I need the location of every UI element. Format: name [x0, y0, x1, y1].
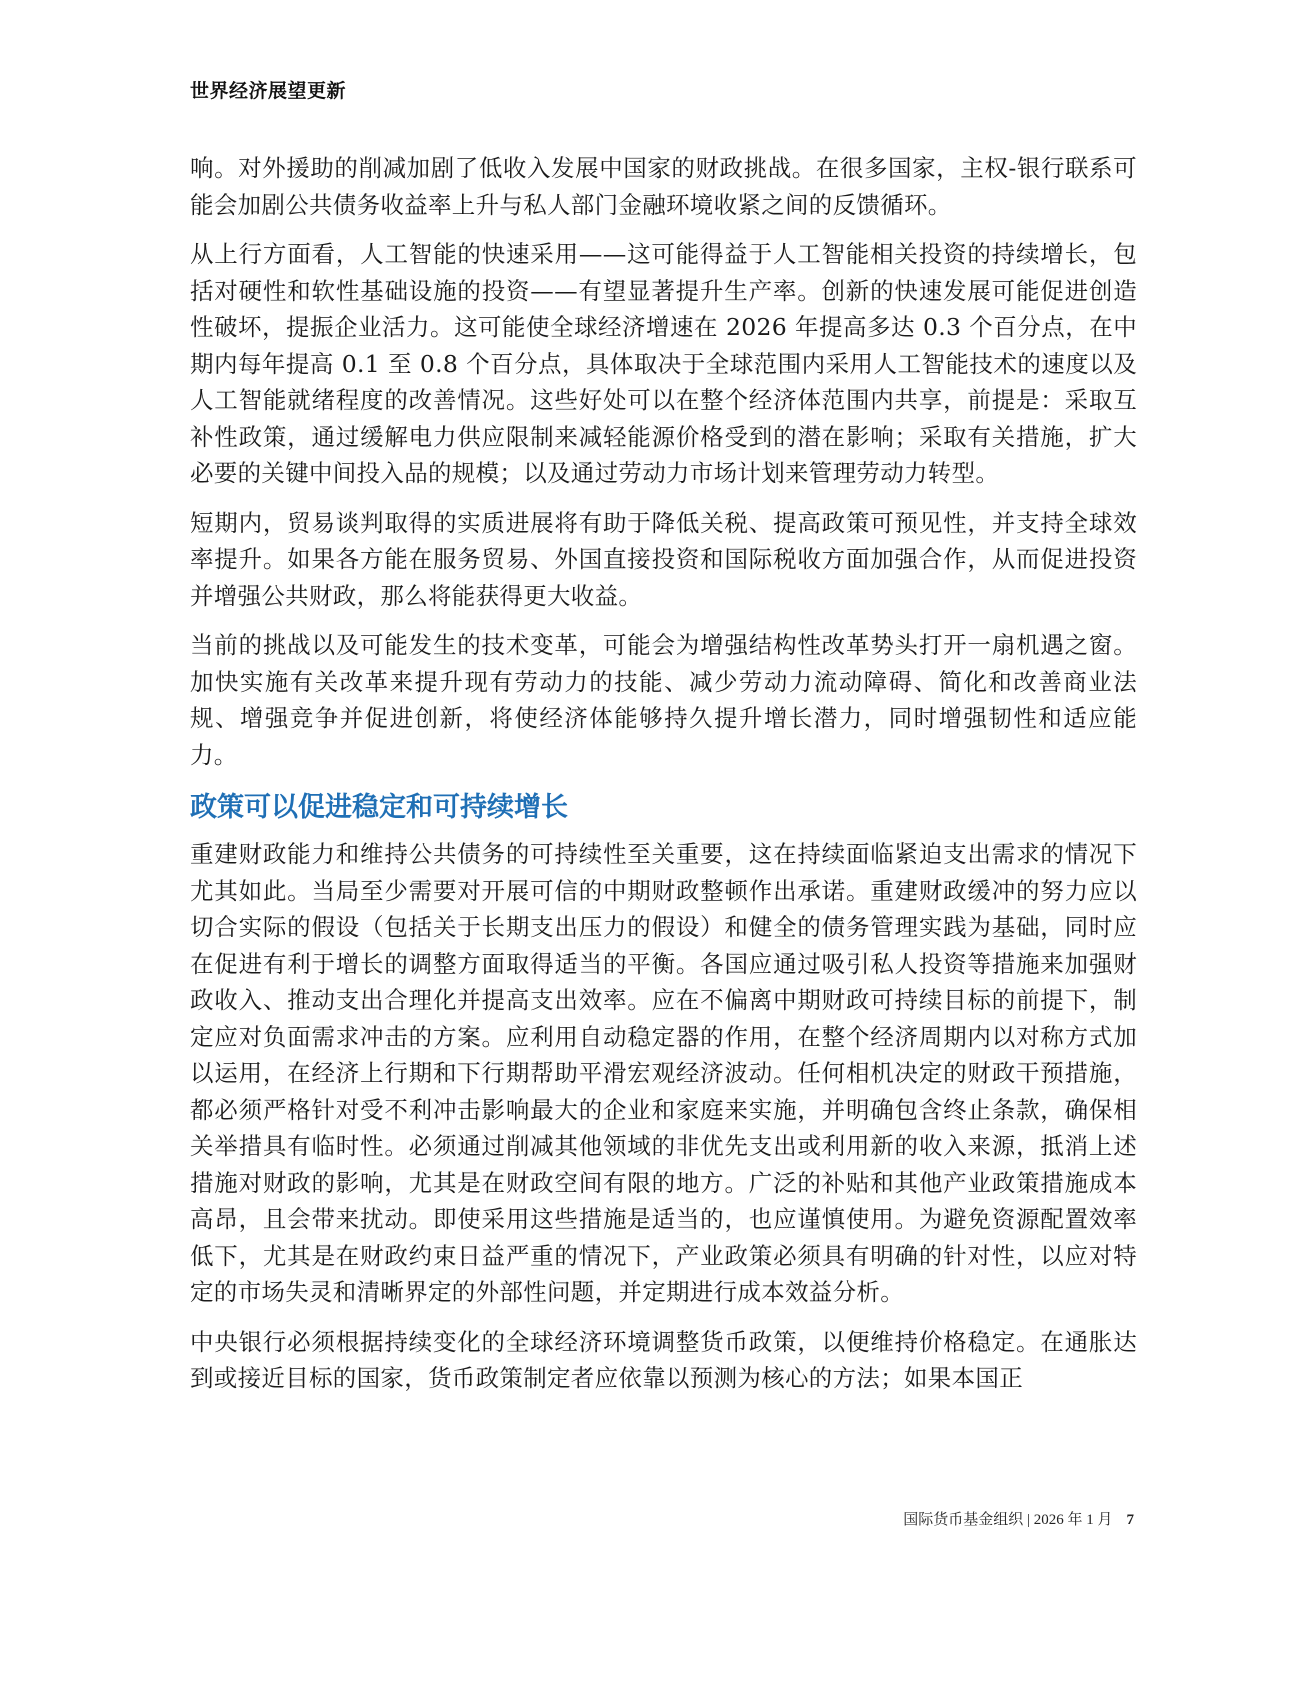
- body-paragraph: 当前的挑战以及可能发生的技术变革，可能会为增强结构性改革势头打开一扇机遇之窗。加快实施有关改革来提升现有劳动力的技能、减少劳动力流动障碍、简化和改善商业法规、增强竞争并促进创新，将使经济体能够持久提升增长潜力，同时增强韧性和适应能力。: [190, 631, 1137, 769]
- body-paragraph: 中央银行必须根据持续变化的全球经济环境调整货币政策，以便维持价格稳定。在通胀达到或接近目标的国家，货币政策制定者应依靠以预测为核心的方法；如果本国正: [190, 1327, 1137, 1392]
- body-paragraph: 响。对外援助的削减加剧了低收入发展中国家的财政挑战。在很多国家，主权-银行联系可能会加剧公共债务收益率上升与私人部门金融环境收紧之间的反馈循环。: [190, 154, 1137, 219]
- body-paragraph: 重建财政能力和维持公共债务的可持续性至关重要，这在持续面临紧迫支出需求的情况下尤其如此。当局至少需要对开展可信的中期财政整顿作出承诺。重建财政缓冲的努力应以切合实际的假设（包括关于长期支出压力的假设）和健全的债务管理实践为基础，同时应在促进有利于增长的调整方面取得适当的平衡。各国应通过吸引私人投资等措施来加强财政收入、推动支出合理化并提高支出效率。应在不偏离中期财政可持续目标的前提下，制定应对负面需求冲击的方案。应利用自动稳定器的作用，在整个经济周期内以对称方式加以运用，在经济上行期和下行期帮助平滑宏观经济波动。任何相机决定的财政干预措施，都必须严格针对受不利冲击影响最大的企业和家庭来实施，并明确包含终止条款，确保相关举措具有临时性。必须通过削减其他领域的非优先支出或利用新的收入来源，抵消上述措施对财政的影响，尤其是在财政空间有限的地方。广泛的补贴和其他产业政策措施成本高昂，且会带来扰动。即使采用这些措施是适当的，也应谨慎使用。为避免资源配置效率低下，尤其是在财政约束日益严重的情况下，产业政策必须具有明确的针对性，以应对特定的市场失灵和清晰界定的外部性问题，并定期进行成本效益分析。: [190, 840, 1137, 1306]
- page-number: 7: [1126, 1512, 1134, 1528]
- page-footer: [903, 1508, 1134, 1529]
- document-body: [190, 150, 1137, 1410]
- running-header-title: 世界经济展望更新: [190, 80, 347, 102]
- body-paragraph: 短期内，贸易谈判取得的实质进展将有助于降低关税、提高政策可预见性，并支持全球效率提升。如果各方能在服务贸易、外国直接投资和国际税收方面加强合作，从而促进投资并增强公共财政，那么将能获得更大收益。: [190, 508, 1137, 610]
- body-paragraph: 从上行方面看，人工智能的快速采用——这可能得益于人工智能相关投资的持续增长，包括对硬性和软性基础设施的投资——有望显著提升生产率。创新的快速发展可能促进创造性破坏，提振企业活力。这可能使全球经济增速在 2026 年提高多达 0.3 个百分点，在中期内每年提高 0.1 至 0.8 个百分点，具体取决于全球范围内采用人工智能技术的速度以及人工智能就绪程度的改善情况。这些好处可以在整个经济体范围内共享，前提是：采取互补性政策，通过缓解电力供应限制来减轻能源价格受到的潜在影响；采取有关措施，扩大必要的关键中间投入品的规模；以及通过劳动力市场计划来管理劳动力转型。: [190, 240, 1137, 487]
- section-heading: 政策可以促进稳定和可持续增长: [190, 792, 568, 823]
- footer-source: 国际货币基金组织 | 2026 年 1 月: [903, 1512, 1113, 1528]
